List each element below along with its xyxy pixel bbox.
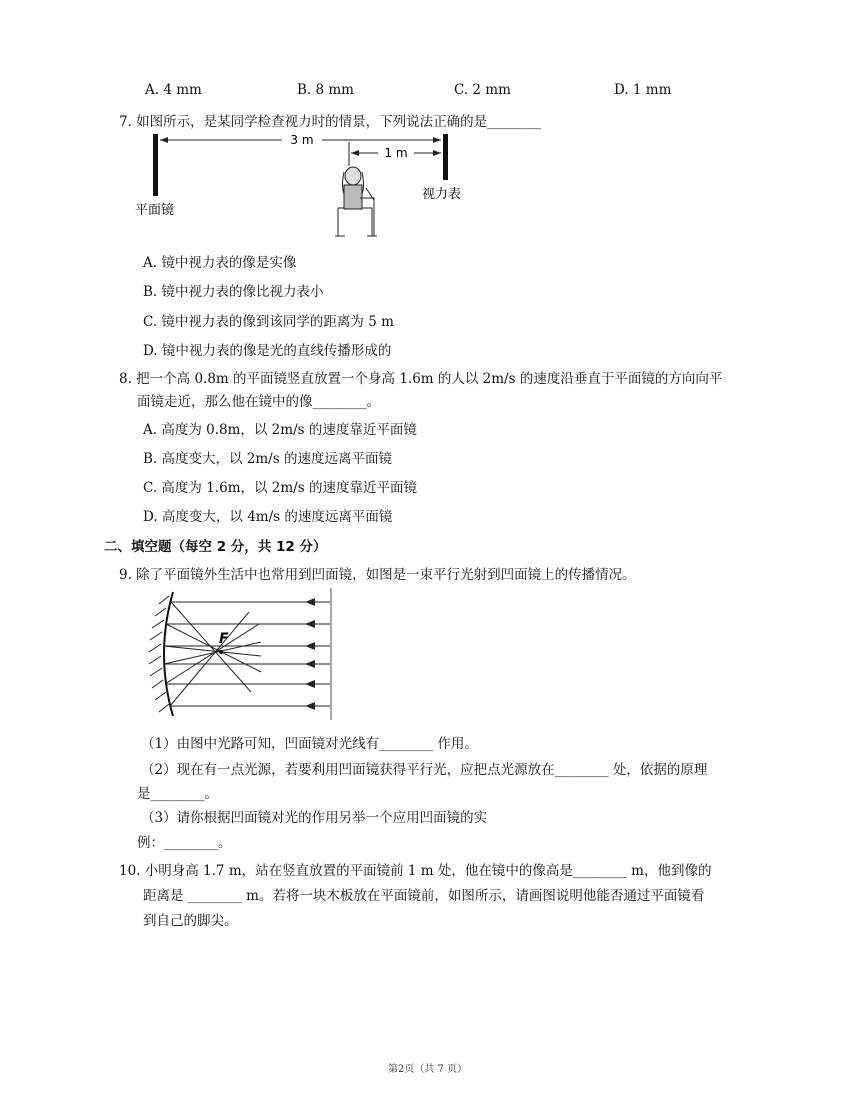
q7-option-b: B. 镜中视力表的像比视力表小 (143, 284, 324, 300)
q6-option-b: B. 8 mm (297, 82, 354, 98)
q8-option-c: C. 高度为 1.6m，以 2m/s 的速度靠近平面镜 (143, 480, 417, 496)
q9-sub2-line1: （2）现在有一点光源，若要利用凹面镜获得平行光，应把点光源放在________ 处，依据的原理 (141, 762, 708, 778)
q9-sub2-line2: 是________。 (137, 786, 218, 802)
q8-stem-line1: 8. 把一个高 0.8m 的平面镜竖直放置一个身高 1.6m 的人以 2m/s 的速度沿垂直于平面镜的方向向平 (119, 371, 723, 387)
q7-option-d: D. 镜中视力表的像是光的直线传播形成的 (143, 343, 392, 359)
q9-stem: 9. 除了平面镜外生活中也常用到凹面镜，如图是一束平行光射到凹面镜上的传播情况。 (119, 567, 636, 583)
q7-stem: 7. 如图所示，是某同学检查视力时的情景，下列说法正确的是________ (119, 114, 542, 130)
q6-option-a: A. 4 mm (145, 82, 202, 98)
mirror-label: 平面镜 (135, 203, 175, 218)
q9-concave-mirror-figure (133, 588, 343, 720)
dist-short-label: 1 m (384, 146, 408, 160)
eye-chart-bar (443, 134, 448, 180)
page-number: 第2页（共 7 页） (388, 1064, 468, 1075)
q8-option-b: B. 高度变大，以 2m/s 的速度远离平面镜 (143, 451, 392, 467)
seated-student-icon (335, 167, 377, 236)
ray-arrowheads (305, 598, 315, 710)
focus-point (219, 650, 223, 654)
q7-option-c: C. 镜中视力表的像到该同学的距离为 5 m (143, 314, 394, 330)
q10-line2: 距离是 ________ m。若将一块木板放在平面镜前，如图所示，请画图说明他能否通过平面镜看 (143, 888, 705, 904)
focus-label: F (219, 631, 229, 647)
q7-option-a: A. 镜中视力表的像是实像 (143, 255, 297, 271)
eye-chart-label: 视力表 (422, 187, 462, 202)
q9-sub3-line2: 例：________。 (137, 835, 232, 851)
q10-line1: 10. 小明身高 1.7 m，站在竖直放置的平面镜前 1 m 处，他在镜中的像高是________ m，他到像的 (119, 863, 712, 879)
q8-option-d: D. 高度变大，以 4m/s 的速度远离平面镜 (143, 509, 393, 525)
plane-mirror-bar (153, 134, 158, 196)
dist-total-label: 3 m (290, 133, 314, 147)
q9-sub3-line1: （3）请你根据凹面镜对光的作用另举一个应用凹面镜的实 (141, 810, 488, 826)
mirror-hatching (149, 596, 169, 712)
q6-option-d: D. 1 mm (614, 82, 672, 98)
q10-line3: 到自己的脚尖。 (143, 913, 238, 929)
q8-stem-line2: 面镜走近，那么他在镜中的像________。 (137, 394, 380, 410)
q9-sub1: （1）由图中光路可知，凹面镜对光线有________ 作用。 (141, 736, 478, 752)
section-title: 二、填空题（每空 2 分，共 12 分） (104, 539, 327, 555)
concave-mirror-arc (164, 592, 173, 716)
reflected-rays (164, 602, 261, 706)
parallel-rays (164, 602, 330, 706)
q7-figure (130, 128, 480, 248)
q6-option-c: C. 2 mm (454, 82, 511, 98)
q8-option-a: A. 高度为 0.8m，以 2m/s 的速度靠近平面镜 (143, 422, 417, 438)
